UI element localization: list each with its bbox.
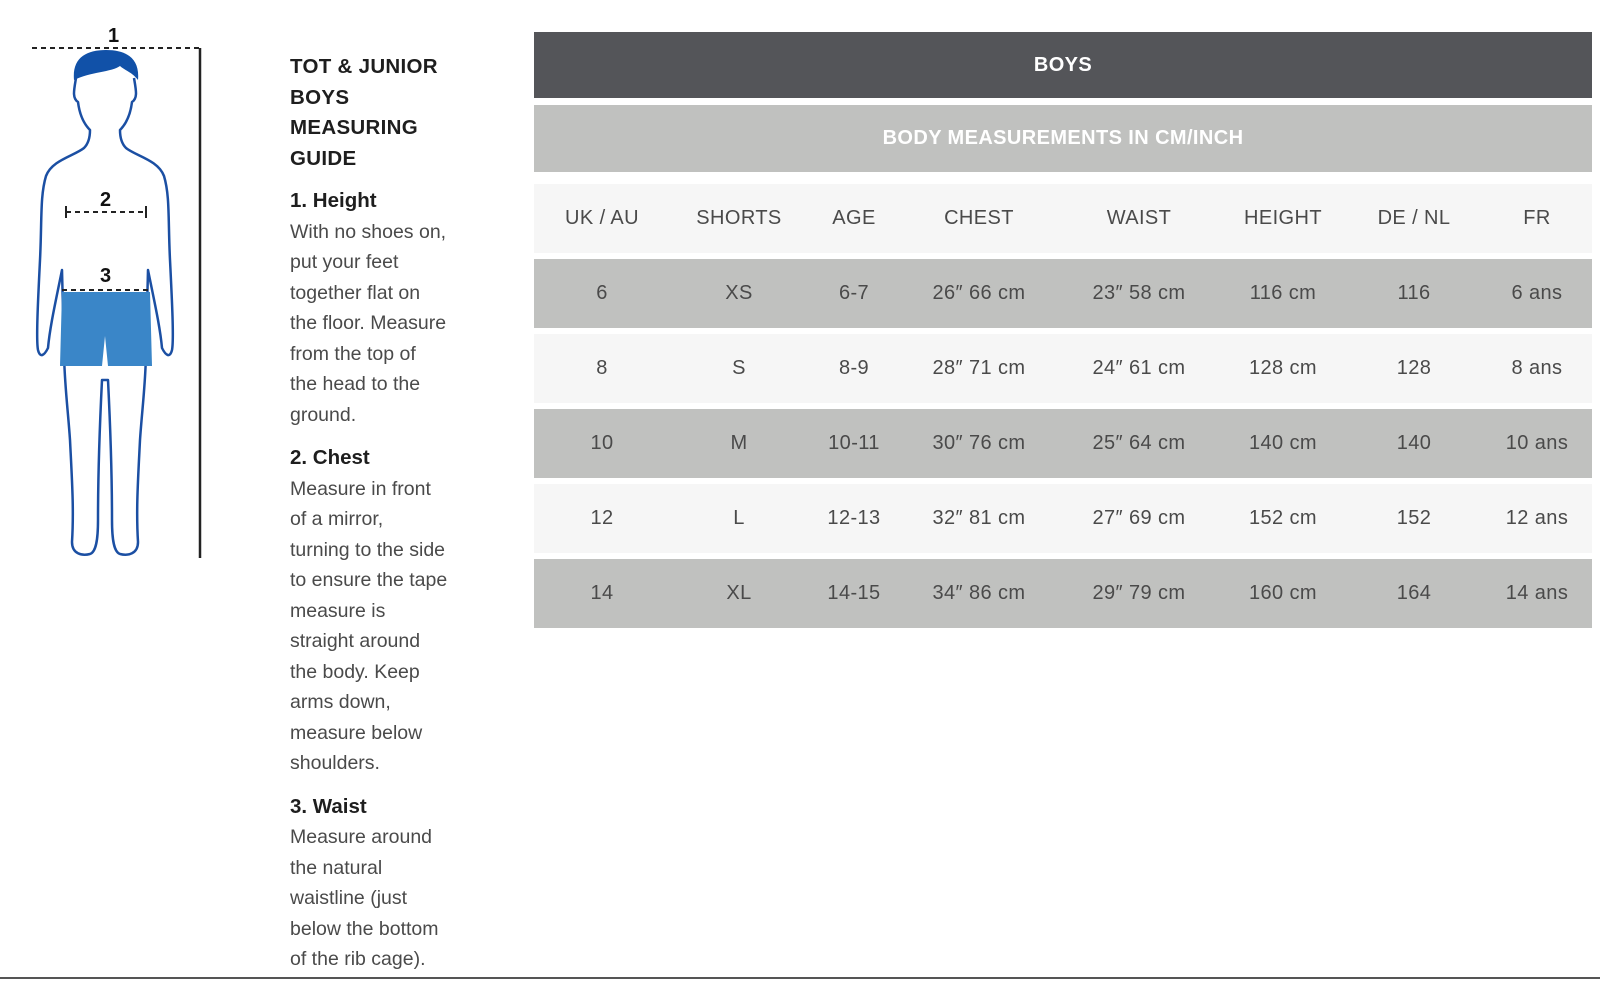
- table-cell: 152 cm: [1249, 507, 1317, 529]
- size-chart: [534, 32, 1592, 634]
- table-row: [534, 334, 1592, 403]
- text-line: Measure in front: [290, 477, 431, 500]
- text-line: straight around: [290, 630, 421, 652]
- table-cell: 152: [1396, 507, 1432, 529]
- marker-2: 2: [100, 189, 112, 211]
- table-cell: 116: [1397, 282, 1431, 304]
- table-cell: XS: [725, 282, 753, 304]
- column-header: DE / NL: [1377, 207, 1451, 229]
- column-header: CHEST: [944, 207, 1014, 229]
- waist-section: [290, 792, 490, 975]
- text-line: together flat on: [290, 281, 421, 304]
- table-row: [534, 259, 1592, 328]
- table-cell: 12 ans: [1505, 507, 1569, 529]
- text-line: turning to the side: [290, 538, 446, 561]
- body-measurement-diagram: [28, 20, 218, 580]
- table-header-row: [534, 184, 1592, 253]
- table-cell: 30″ 76 cm: [932, 432, 1026, 454]
- table-cell: 27″ 69 cm: [1092, 507, 1186, 529]
- marker-1: 1: [108, 25, 120, 47]
- table-cell: 140 cm: [1249, 432, 1317, 454]
- table-cell: 116 cm: [1249, 282, 1317, 304]
- waist-instructions: [290, 822, 490, 975]
- text-line: from the top of: [290, 342, 416, 365]
- table-cell: M: [730, 432, 748, 454]
- table-cell: 26″ 66 cm: [932, 282, 1026, 304]
- text-line: ground.: [290, 403, 357, 426]
- marker-3: 3: [100, 265, 112, 287]
- table-cell: 160 cm: [1249, 582, 1317, 604]
- height-heading: 1. Height: [290, 189, 377, 212]
- text-line: of a mirror,: [290, 508, 384, 530]
- text-line: With no shoes on,: [290, 220, 447, 243]
- table-cell: 140: [1396, 432, 1432, 454]
- chest-instructions: [290, 474, 490, 779]
- table-cell: XL: [726, 582, 752, 604]
- text-line: the head to the: [290, 373, 421, 395]
- hair-shape: [74, 50, 138, 80]
- text-line: measure is: [290, 599, 386, 622]
- measuring-guide: [290, 52, 490, 988]
- table-subtitle: BODY MEASUREMENTS IN CM/INCH: [534, 105, 1592, 172]
- height-instructions: [290, 217, 490, 431]
- table-cell: 6 ans: [1511, 282, 1563, 304]
- waist-heading: 3. Waist: [290, 794, 367, 818]
- table-cell: 24″ 61 cm: [1092, 357, 1186, 379]
- table-cell: 128 cm: [1249, 357, 1317, 379]
- guide-title-line: GUIDE: [290, 146, 357, 170]
- table-cell: 10 ans: [1505, 432, 1569, 454]
- guide-title-line: TOT & JUNIOR: [290, 55, 438, 78]
- table-cell: 10-11: [828, 432, 880, 454]
- guide-title-line: BOYS: [290, 85, 350, 109]
- column-header: FR: [1523, 207, 1551, 229]
- table-cell: 32″ 81 cm: [932, 507, 1026, 529]
- guide-title: [290, 52, 490, 174]
- table-cell: 6: [596, 282, 608, 304]
- chest-heading: 2. Chest: [290, 446, 370, 469]
- table-cell: 8 ans: [1511, 357, 1563, 379]
- table-cell: 128: [1396, 357, 1432, 379]
- column-header: WAIST: [1106, 207, 1172, 229]
- table-cell: S: [732, 357, 746, 379]
- text-line: the natural: [290, 856, 383, 879]
- table-cell: 23″ 58 cm: [1092, 282, 1186, 304]
- text-line: below the bottom: [290, 917, 439, 940]
- size-table: [534, 178, 1592, 634]
- text-line: shoulders.: [290, 752, 380, 774]
- column-header: UK / AU: [565, 207, 639, 229]
- table-cell: 164: [1396, 582, 1432, 604]
- text-line: arms down,: [290, 691, 391, 713]
- table-cell: 25″ 64 cm: [1092, 432, 1186, 454]
- text-line: of the rib cage).: [290, 948, 426, 970]
- text-line: the floor. Measure: [290, 312, 447, 334]
- column-header: SHORTS: [696, 207, 782, 229]
- text-line: measure below: [290, 721, 423, 744]
- table-cell: 12-13: [827, 507, 881, 529]
- column-header: HEIGHT: [1244, 207, 1322, 229]
- table-cell: 14: [590, 582, 614, 604]
- text-line: Measure around: [290, 826, 433, 848]
- table-cell: 6-7: [838, 282, 870, 304]
- text-line: waistline (just: [290, 887, 408, 909]
- table-row: [534, 484, 1592, 553]
- column-header: AGE: [832, 207, 876, 229]
- table-cell: 12: [590, 507, 614, 529]
- table-cell: 28″ 71 cm: [932, 357, 1026, 379]
- text-line: to ensure the tape: [290, 569, 448, 591]
- table-cell: 8-9: [838, 357, 870, 379]
- chest-section: [290, 443, 490, 779]
- height-section: [290, 186, 490, 430]
- table-title: BOYS: [534, 32, 1592, 98]
- table-cell: 14 ans: [1505, 582, 1569, 604]
- table-cell: 34″ 86 cm: [932, 582, 1026, 604]
- table-cell: 10: [590, 432, 614, 454]
- guide-title-line: MEASURING: [290, 116, 418, 139]
- text-line: put your feet: [290, 251, 399, 273]
- text-line: the body. Keep: [290, 660, 420, 683]
- table-cell: 8: [596, 357, 608, 379]
- table-row: [534, 409, 1592, 478]
- table-cell: 14-15: [827, 582, 881, 604]
- table-row: [534, 559, 1592, 628]
- table-cell: L: [733, 507, 745, 529]
- shorts-shape: [60, 292, 152, 366]
- table-cell: 29″ 79 cm: [1092, 582, 1186, 604]
